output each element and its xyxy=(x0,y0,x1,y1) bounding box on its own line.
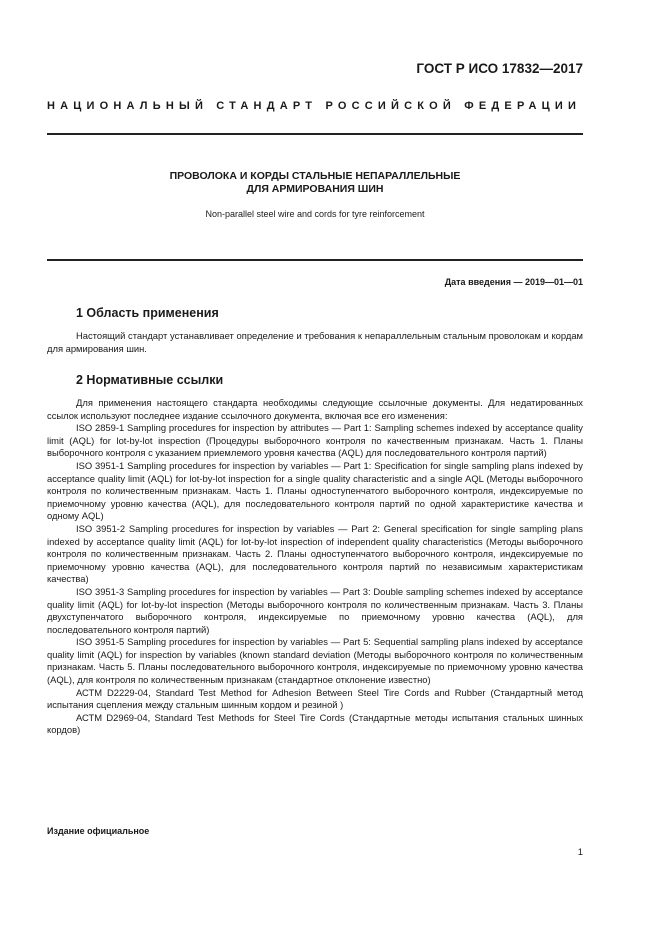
section-2-heading: 2 Нормативные ссылки xyxy=(76,373,224,387)
title-line-1: ПРОВОЛОКА И КОРДЫ СТАЛЬНЫЕ НЕПАРАЛЛЕЛЬНЫЕ xyxy=(169,170,461,182)
title-divider xyxy=(47,259,583,261)
reference-iso-3951-1: ISO 3951-1 Sampling procedures for inspection by variables — Part 1: Specification for single sampling plans indexed by acceptance quality limit (AQL) for lot-by-lot inspection for a single quality characteristic and a single AQL (Методы выборочного контроля по количественным признакам. Часть 1. Планы одноступенчатого выборочного контроля, индексируемые по приемочному уровню качества (AQL), для последовательного контроля партий по одной характеристике качества и одному AQL) xyxy=(47,459,583,522)
page-number: 1 xyxy=(577,847,583,858)
reference-iso-2859-1: ISO 2859-1 Sampling procedures for inspection by attributes — Part 1: Sampling schemes indexed by acceptance quality limit (AQL) for lot-by-lot inspection (Процедуры выборочного контроля по качественным признакам. Часть 1. Планы выборочного контроля с указанием приемлемого уровня качества (AQL) для последовательного контроля партий) xyxy=(47,422,583,459)
introduction-date: Дата введения — 2019—01—01 xyxy=(444,277,583,287)
national-standard-banner: НАЦИОНАЛЬНЫЙ СТАНДАРТ РОССИЙСКОЙ ФЕДЕРАЦИИ xyxy=(47,100,582,112)
reference-astm-d2969: АСТМ D2969-04, Standard Test Methods for Steel Tire Cords (Стандартные методы испытания стальных шинных кордов) xyxy=(47,711,583,736)
english-title: Non-parallel steel wire and cords for tyre reinforcement xyxy=(205,209,425,219)
reference-iso-3951-2: ISO 3951-2 Sampling procedures for inspection by variables — Part 2: General specification for single sampling plans indexed by acceptance quality limit (AQL) for lot-by-lot inspection of independent quality characteristics (Методы выборочного контроля по количественным признакам. Часть 2. Планы одноступенчатого выборочного контроля, индексируемые по приемочному уровню качества (AQL), для последовательного контроля партий по независимым характеристикам качества) xyxy=(47,522,583,585)
section-2-text xyxy=(47,397,583,737)
reference-iso-3951-3: ISO 3951-3 Sampling procedures for inspection by variables — Part 3: Double sampling schemes indexed by acceptance quality limit (AQL) for lot-by-lot inspection (Методы выборочного контроля по количественным признакам. Часть 3. Планы двухступенчатого выборочного контроля, индексируемые по приемочному уровню качества (AQL), для последовательного контроля партий) xyxy=(47,585,583,635)
standard-number: ГОСТ Р ИСО 17832—2017 xyxy=(416,61,583,76)
official-edition-label: Издание официальное xyxy=(47,826,150,836)
section-1-heading: 1 Область применения xyxy=(76,306,219,320)
section-1-paragraph: Настоящий стандарт устанавливает определение и требования к непараллельным стальным проволокам и кордам для армирования шин. xyxy=(47,330,583,354)
top-divider xyxy=(47,133,583,135)
reference-iso-3951-5: ISO 3951-5 Sampling procedures for inspection by variables — Part 5: Sequential sampling plans indexed by acceptance quality limit (AQL) for inspection by variables (known standard deviation (Методы выборочного контроля по количественным признакам. Часть 5. Планы последовательного выборочного контроля, индексируемые по приемочному уровню качества (AQL), для контроля по количественным признакам (стандартное отклонение известно) xyxy=(47,636,583,686)
reference-astm-d2229: АСТМ D2229-04, Standard Test Method for Adhesion Between Steel Tire Cords and Rubber (Стандартный метод испытания сцепления между стальным шинным кордом и резиной ) xyxy=(47,686,583,711)
title-line-2: ДЛЯ АРМИРОВАНИЯ ШИН xyxy=(246,183,384,195)
section-1-text xyxy=(47,330,583,355)
section-2-paragraph: Для применения настоящего стандарта необходимы следующие ссылочные документы. Для недатированных ссылок используют последнее издание ссылочного документа, включая все его изменения: xyxy=(47,397,583,421)
